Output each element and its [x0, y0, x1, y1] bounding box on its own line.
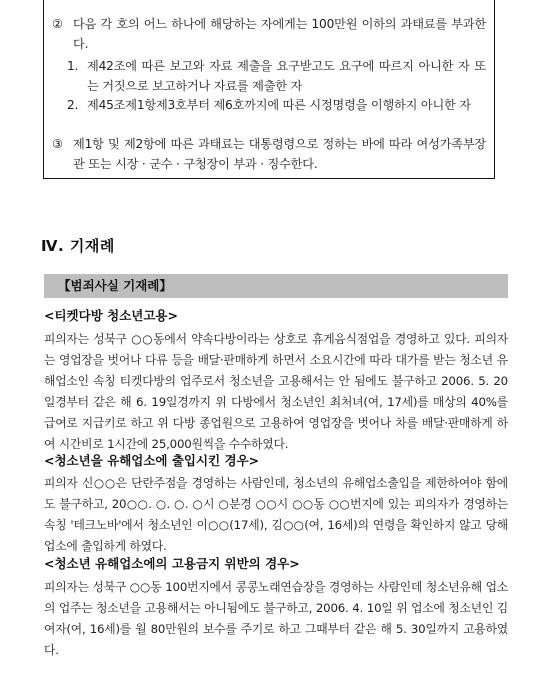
- section-heading: Ⅳ. 기재례: [41, 237, 115, 255]
- paragraph-number: ②: [52, 17, 63, 31]
- statute-excerpt-box: [43, 0, 495, 179]
- case-1-title: <티켓다방 청소년고용>: [44, 308, 178, 323]
- statute-paragraph-3: [52, 134, 486, 174]
- case-2-title: <청소년을 유해업소에 출입시킨 경우>: [44, 453, 260, 468]
- case-3-title: <청소년 유해업소에의 고용금지 위반의 경우>: [44, 556, 300, 571]
- item-text: 제45조제1항제3호부터 제6호까지에 따른 시정명령을 이행하지 아니한 자: [87, 98, 471, 112]
- case-2-body: 피의자 신○○은 단란주점을 경영하는 사람인데, 청소년의 유해업소출입을 제한하여야 함에도 불구하고, 20○○. ○. ○. ○시 ○분경 ○○시 ○○동 ○○번지에 있는 피의자가 경영하는 속칭 '테크노바'에서 청소년인 이○○(17세), 김○○(여, 16세)의 연령을 확인하지 않고 당해 업소에 출입하게 하였다.: [44, 476, 508, 553]
- paragraph-number: ③: [52, 137, 63, 151]
- statute-paragraph-2: [52, 14, 486, 54]
- case-3-body: 피의자는 성북구 ○○동 100번지에서 콩콩노래연습장을 경영하는 사람인데 청소년유해 업소의 업주는 청소년을 고용해서는 아니됨에도 불구하고, 2006. 4. 10일 위 업소에 청소년인 김여자(여, 16세)를 월 80만원의 보수를 주기로 하고 그때부터 같은 해 5. 30일까지 고용하였다.: [44, 580, 508, 657]
- statute-item-2: [67, 95, 486, 115]
- item-number: 2.: [67, 98, 79, 112]
- statute-item-1: [67, 56, 486, 96]
- item-text: 제42조에 따른 보고와 자료 제출을 요구받고도 요구에 따르지 아니한 자 또는 거짓으로 보고하거나 자료를 제출한 자: [87, 59, 486, 93]
- paragraph-text: 다음 각 호의 어느 하나에 해당하는 자에게는 100만원 이하의 과태료를 부과한다.: [73, 17, 486, 51]
- paragraph-text: 제1항 및 제2항에 따른 과태료는 대통령령으로 정하는 바에 따라 여성가족부장관 또는 시장 · 군수 · 구청장이 부과 · 징수한다.: [73, 137, 486, 171]
- example-header-bar: 【범죄사실 기재례】: [44, 274, 508, 298]
- case-1-body: 피의자는 성북구 ○○동에서 약속다방이라는 상호로 휴게음식점업을 경영하고 있다. 피의자는 영업장을 벗어나 다류 등을 배달·판매하게 하면서 소요시간에 따라 대가를 받는 청소년 유해업소인 속칭 티켓다방의 업주로서 청소년을 고용해서는 안 됨에도 불구하고 2006. 5. 20일경부터 같은 해 6. 19일경까지 위 다방에서 청소년인 최처녀(여, 17세)를 매상의 40%를 급여로 지급키로 하고 위 다방 종업원으로 고용하여 영업장을 벗어나 차를 배달·판매하게 하여 시간비로 1시간에 25,000원씩을 수수하였다.: [44, 332, 508, 451]
- item-number: 1.: [67, 59, 79, 73]
